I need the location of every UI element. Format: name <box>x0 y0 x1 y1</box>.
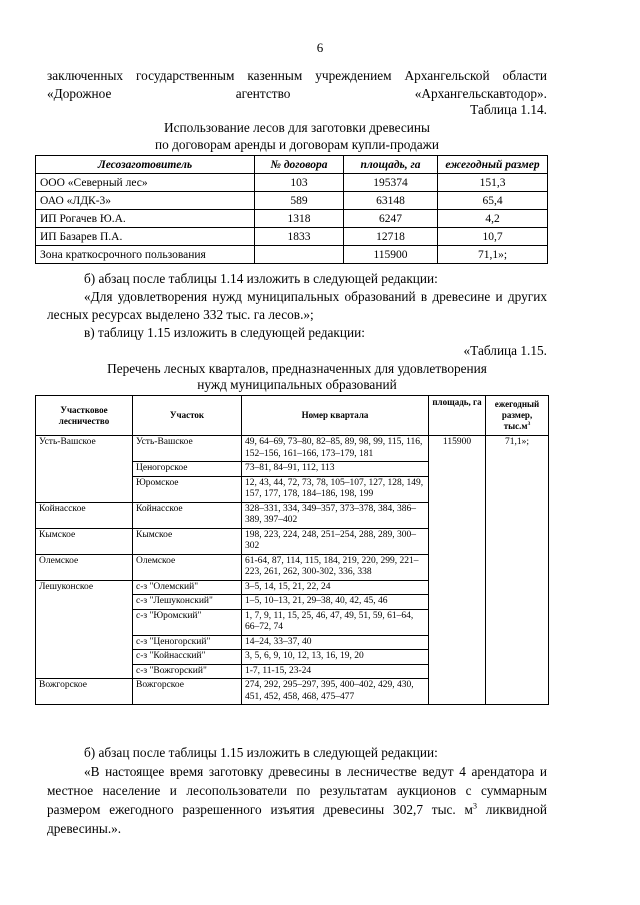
quarters-cell: 1-7, 11-15, 23-24 <box>242 664 429 679</box>
paragraph-g: б) абзац после таблицы 1.15 изложить в следующей редакции: <box>84 745 438 760</box>
paragraph-b: б) абзац после таблицы 1.14 изложить в следующей редакции: <box>84 271 438 286</box>
site-cell: Кымское <box>133 528 242 554</box>
table-header-row <box>36 396 549 436</box>
table-115-title-2: нужд муниципальных образований <box>197 377 397 392</box>
header-cell: Лесозаготовитель <box>36 156 255 174</box>
table-cell: 63148 <box>344 192 438 210</box>
table-cell: 1318 <box>255 210 344 228</box>
table-row <box>36 210 548 228</box>
quarters-cell: 61-64, 87, 114, 115, 184, 219, 220, 299, 221–223, 261, 262, 300-302, 336, 338 <box>242 554 429 580</box>
page-number: 6 <box>316 40 324 55</box>
table-cell: ИП Рогачев Ю.А. <box>36 210 255 228</box>
table-cell: ИП Базарев П.А. <box>36 228 255 246</box>
quarters-cell: 1–5, 10–13, 21, 29–38, 40, 42, 45, 46 <box>242 595 429 610</box>
table-cell: 6247 <box>344 210 438 228</box>
header-cell: № договора <box>255 156 344 174</box>
intro-paragraph: заключенных государственным казенным учреждением Архангельской области «Дорожное агентство «Архангельскавтодор». <box>47 68 547 101</box>
site-cell: с-з "Юромский" <box>133 609 242 635</box>
final-paragraph: «В настоящее время заготовку древесины в лесничестве ведут 4 арендатора и местное население и лесопользователи по результатам аукционов с суммарным размером ежегодного разрешенного изъятия древесины 302,7 тыс. $м^3$ ликвидной древесины.». <box>47 764 547 836</box>
header-cell: Номер квартала <box>242 396 429 436</box>
table-114-title-1: Использование лесов для заготовки древесины <box>164 120 430 135</box>
table-115 <box>35 395 549 705</box>
table-cell: 115900 <box>344 246 438 264</box>
table-cell: 71,1»; <box>438 246 548 264</box>
table-cell: 589 <box>255 192 344 210</box>
table-115-label: «Таблица 1.15. <box>463 343 547 358</box>
forestry-cell: Вожгорское <box>36 679 133 705</box>
site-cell: с-з "Койнасский" <box>133 650 242 665</box>
site-cell: с-з "Вожгорский" <box>133 664 242 679</box>
quarters-cell: 12, 43, 44, 72, 73, 78, 105–107, 127, 128, 149, 157, 177, 178, 184–186, 198, 199 <box>242 476 429 502</box>
site-cell: Усть-Вашское <box>133 436 242 462</box>
quarters-cell: 328–331, 334, 349–357, 373–378, 384, 386–389, 397–402 <box>242 502 429 528</box>
site-cell: с-з "Лешуконский" <box>133 595 242 610</box>
site-cell: Олемское <box>133 554 242 580</box>
forestry-cell: Усть-Вашское <box>36 436 133 503</box>
table-cell: 195374 <box>344 174 438 192</box>
forestry-cell: Олемское <box>36 554 133 580</box>
forestry-cell: Койнасское <box>36 502 133 528</box>
quarters-cell: 3–5, 14, 15, 21, 22, 24 <box>242 580 429 595</box>
forestry-cell: Лешуконское <box>36 580 133 679</box>
table-114 <box>35 155 548 264</box>
quarters-cell: 14–24, 33–37, 40 <box>242 635 429 650</box>
annual-cell: 71,1»; <box>486 436 549 705</box>
table-cell: ООО «Северный лес» <box>36 174 255 192</box>
quarters-cell: 73–81, 84–91, 112, 113 <box>242 462 429 477</box>
header-cell: площадь, га <box>429 396 486 436</box>
table-cell <box>255 246 344 264</box>
table-cell: 65,4 <box>438 192 548 210</box>
site-cell: Вожгорское <box>133 679 242 705</box>
paragraph-v: в) таблицу 1.15 изложить в следующей редакции: <box>84 325 365 340</box>
site-cell: Юромское <box>133 476 242 502</box>
site-cell: с-з "Ценогорский" <box>133 635 242 650</box>
table-cell: 4,2 <box>438 210 548 228</box>
table-row <box>36 436 549 462</box>
header-cell: ежегодный размер <box>438 156 548 174</box>
table-115-title-1: Перечень лесных кварталов, предназначенных для удовлетворения <box>107 361 487 376</box>
table-cell: 1833 <box>255 228 344 246</box>
table-cell: 10,7 <box>438 228 548 246</box>
quarters-cell: 49, 64–69, 73–80, 82–85, 89, 98, 99, 115, 116, 152–156, 161–166, 173–179, 181 <box>242 436 429 462</box>
area-cell: 115900 <box>429 436 486 705</box>
table-cell: 103 <box>255 174 344 192</box>
table-cell: ОАО «ЛДК-3» <box>36 192 255 210</box>
table-cell: Зона краткосрочного пользования <box>36 246 255 264</box>
table-row <box>36 228 548 246</box>
table-header-row <box>36 156 548 174</box>
table-cell: 12718 <box>344 228 438 246</box>
site-cell: с-з "Олемский" <box>133 580 242 595</box>
quote-paragraph: «Для удовлетворения нужд муниципальных образований в древесине и других лесных ресурсах выделено 332 тыс. га лесов.»; <box>47 289 547 322</box>
table-row <box>36 174 548 192</box>
site-cell: Ценогорское <box>133 462 242 477</box>
quarters-cell: 274, 292, 295–297, 395, 400–402, 429, 430, 451, 452, 458, 468, 475–477 <box>242 679 429 705</box>
quarters-cell: 198, 223, 224, 248, 251–254, 288, 289, 300–302 <box>242 528 429 554</box>
site-cell: Койнасское <box>133 502 242 528</box>
table-row <box>36 192 548 210</box>
header-cell: площадь, га <box>344 156 438 174</box>
table-114-label: Таблица 1.14. <box>470 102 547 117</box>
quarters-cell: 3, 5, 6, 9, 10, 12, 13, 16, 19, 20 <box>242 650 429 665</box>
header-cell: Участок <box>133 396 242 436</box>
table-cell: 151,3 <box>438 174 548 192</box>
forestry-cell: Кымское <box>36 528 133 554</box>
table-114-title-2: по договорам аренды и договорам купли-продажи <box>155 137 439 152</box>
quarters-cell: 1, 7, 9, 11, 15, 25, 46, 47, 49, 51, 59, 61–64, 66–72, 74 <box>242 609 429 635</box>
header-cell: ежегодный размер, $тыс.м^3$ <box>486 396 549 436</box>
table-row <box>36 246 548 264</box>
header-cell: Участковое лесничество <box>36 396 133 436</box>
